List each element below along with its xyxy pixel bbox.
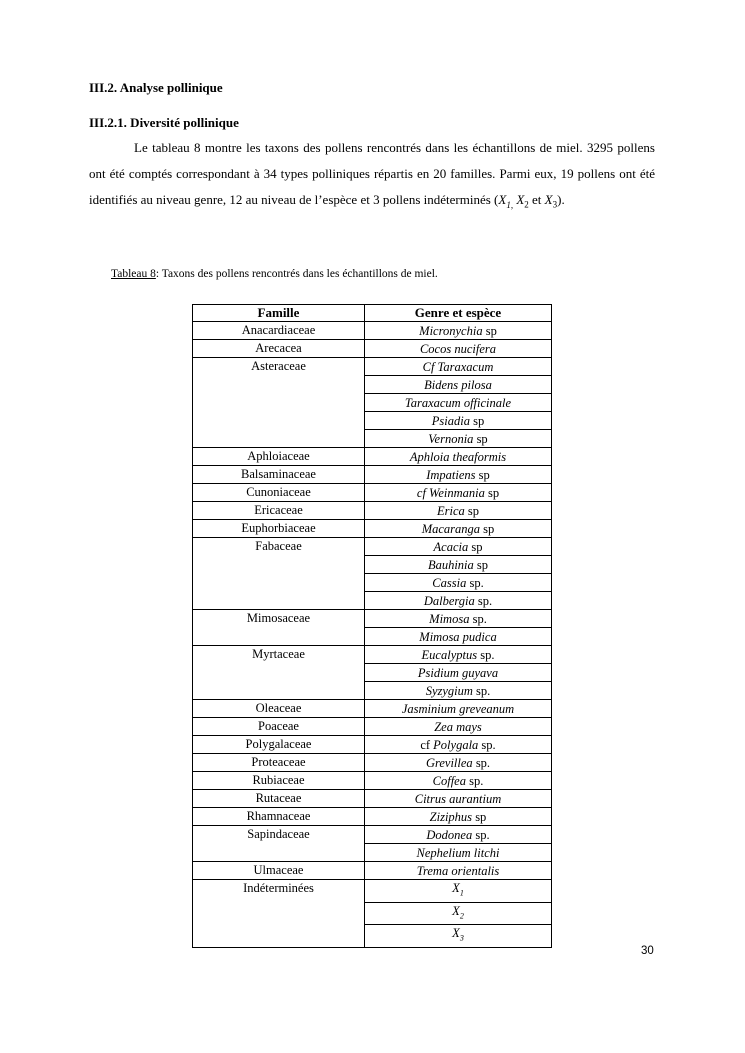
taxon-cell (365, 700, 552, 718)
taxon-suffix: sp (464, 503, 480, 518)
taxon-name: Mimosa (429, 611, 470, 626)
taxon-suffix: sp (468, 539, 483, 554)
taxon-name: Mimosa pudica (419, 629, 497, 644)
taxon-suffix: sp. (472, 683, 491, 698)
x1-sub: 1, (506, 199, 514, 210)
taxon-cell (365, 902, 552, 925)
taxon-prefix: cf (420, 737, 434, 752)
caption-text: : Taxons des pollens rencontrés dans les échantillons de miel. (155, 268, 438, 280)
taxon-cell (365, 862, 552, 880)
taxon-cell (365, 682, 552, 700)
family-cell: Rhamnaceae (193, 808, 365, 826)
header-genre-espece: Genre et espèce (365, 305, 552, 322)
taxon-cell (365, 466, 552, 484)
taxon-name: cf Weinmania (416, 485, 485, 500)
family-cell: Anacardiaceae (193, 322, 365, 340)
table-row (193, 826, 552, 844)
taxon-name: Grevillea (425, 755, 473, 770)
taxon-name: Acacia (433, 539, 469, 554)
taxa-table (192, 304, 552, 948)
taxon-suffix: sp. (477, 647, 495, 662)
family-cell: Myrtaceae (193, 646, 365, 700)
taxon-cell (365, 538, 552, 556)
taxon-name: Erica (436, 503, 465, 518)
family-cell: Euphorbiaceae (193, 520, 365, 538)
table-row (193, 718, 552, 736)
table-row (193, 358, 552, 376)
taxon-name: Citrus aurantium (414, 791, 502, 806)
taxon-suffix: sp. (472, 755, 491, 770)
taxon-suffix: sp (472, 809, 487, 824)
taxon-cell (365, 628, 552, 646)
family-cell: Rubiaceae (193, 772, 365, 790)
taxon-cell (365, 340, 552, 358)
table-row (193, 466, 552, 484)
taxon-name: Cassia (432, 575, 467, 590)
taxon-cell (365, 520, 552, 538)
taxon-suffix: sp (473, 557, 489, 572)
taxon-suffix: sp (469, 413, 485, 428)
taxon-cell (365, 502, 552, 520)
and-text: et (528, 192, 545, 207)
table-row (193, 754, 552, 772)
taxon-name: Dodonea (426, 827, 473, 842)
taxon-suffix: sp. (474, 593, 493, 608)
table-row (193, 520, 552, 538)
family-cell: Sapindaceae (193, 826, 365, 862)
taxon-name: Taraxacum officinale (404, 395, 512, 410)
taxon-suffix: sp (473, 431, 488, 446)
family-cell: Ericaceae (193, 502, 365, 520)
family-cell: Mimosaceae (193, 610, 365, 646)
taxon-name: Coffea (432, 773, 466, 788)
table-header-row (193, 305, 552, 322)
taxon-cell (365, 574, 552, 592)
table-body (193, 322, 552, 948)
taxon-suffix: sp. (472, 827, 490, 842)
table-caption (111, 268, 438, 280)
taxon-cell (365, 592, 552, 610)
caption-label: Tableau 8 (111, 268, 156, 280)
taxon-cell (365, 754, 552, 772)
taxon-subscript: 1 (459, 888, 464, 898)
taxon-cell (365, 322, 552, 340)
x2-label: X (516, 192, 525, 207)
taxon-subscript: 3 (459, 933, 464, 943)
table-row (193, 448, 552, 466)
taxon-suffix: sp. (478, 737, 496, 752)
taxon-name: Vernonia (428, 431, 474, 446)
family-cell: Rutaceae (193, 790, 365, 808)
table-row (193, 862, 552, 880)
taxon-cell (365, 610, 552, 628)
family-cell: Fabaceae (193, 538, 365, 610)
table-row (193, 484, 552, 502)
table-row (193, 880, 552, 903)
taxon-name: Polygala (433, 737, 479, 752)
family-cell: Cunoniaceae (193, 484, 365, 502)
table-row (193, 340, 552, 358)
taxon-name: Nephelium litchi (416, 845, 500, 860)
taxon-name: Psiadia (431, 413, 470, 428)
table-row (193, 808, 552, 826)
taxon-cell (365, 484, 552, 502)
taxon-name: X (452, 903, 460, 918)
table-row (193, 790, 552, 808)
taxon-name: Cf Taraxacum (422, 359, 494, 374)
body-paragraph (89, 135, 655, 218)
subsection-title: III.2.1. Diversité pollinique (89, 115, 239, 130)
taxon-cell (365, 808, 552, 826)
table-row (193, 538, 552, 556)
family-cell: Poaceae (193, 718, 365, 736)
taxon-cell (365, 736, 552, 754)
taxon-name: X (452, 881, 460, 895)
table-row (193, 322, 552, 340)
taxon-cell (365, 772, 552, 790)
taxon-name: Micronychia (419, 323, 483, 338)
family-cell: Oleaceae (193, 700, 365, 718)
taxon-cell (365, 430, 552, 448)
header-famille: Famille (193, 305, 365, 322)
taxon-suffix: sp. (466, 575, 484, 590)
taxon-cell (365, 664, 552, 682)
taxon-name: Trema orientalis (416, 863, 500, 878)
taxon-cell (365, 844, 552, 862)
taxon-cell (365, 646, 552, 664)
taxon-name: Ziziphus (429, 809, 473, 824)
taxon-name: Macaranga (421, 521, 481, 536)
taxon-cell (365, 556, 552, 574)
taxon-cell (365, 925, 552, 948)
family-cell: Asteraceae (193, 358, 365, 448)
x3-sub: 3 (552, 199, 558, 210)
taxon-suffix: sp. (465, 773, 484, 788)
family-cell: Proteaceae (193, 754, 365, 772)
family-cell: Indéterminées (193, 880, 365, 948)
taxon-suffix: sp (480, 521, 495, 536)
taxon-suffix: sp (484, 485, 500, 500)
taxon-name: Jasminium greveanum (401, 701, 515, 716)
taxon-name: X (452, 926, 460, 940)
x2-sub: 2 (524, 199, 529, 210)
family-cell: Polygalaceae (193, 736, 365, 754)
x1-label: X (498, 192, 507, 207)
paragraph-end: ). (557, 192, 565, 207)
family-cell: Balsaminaceae (193, 466, 365, 484)
taxon-subscript: 2 (459, 911, 464, 920)
taxon-name: Psidium guyava (417, 665, 499, 680)
page-number: 30 (641, 945, 654, 957)
taxon-cell (365, 394, 552, 412)
taxon-cell (365, 880, 552, 903)
taxon-name: Cocos nucifera (419, 341, 497, 356)
taxon-cell (365, 826, 552, 844)
table-row (193, 700, 552, 718)
x3-label: X (544, 192, 553, 207)
table-row (193, 502, 552, 520)
table-row (193, 610, 552, 628)
table-row (193, 736, 552, 754)
taxon-cell (365, 448, 552, 466)
taxon-cell (365, 376, 552, 394)
table-row (193, 772, 552, 790)
taxon-name: Bidens pilosa (424, 377, 492, 392)
family-cell: Ulmaceae (193, 862, 365, 880)
taxon-name: Eucalyptus (421, 647, 478, 662)
taxon-suffix: sp (482, 323, 497, 338)
taxon-name: Bauhinia (427, 557, 474, 572)
taxon-suffix: sp. (469, 611, 487, 626)
taxon-cell (365, 358, 552, 376)
table-row (193, 646, 552, 664)
family-cell: Arecacea (193, 340, 365, 358)
paragraph-text: Le tableau 8 montre les taxons des pollens rencontrés dans les échantillons de miel. 3295 pollens ont été comptés correspondant à 34 types polliniques répartis en 20 familles. Parmi eux, 19 pollens ont été identifiés au niveau genre, 12 au niveau de l’espèce et 3 pollens indéterminés ( (89, 140, 655, 207)
taxon-suffix: sp (475, 467, 490, 482)
taxon-name: Zea mays (434, 719, 482, 734)
taxon-name: Impatiens (426, 467, 476, 482)
taxon-cell (365, 790, 552, 808)
taxon-name: Syzygium (425, 683, 473, 698)
taxon-cell (365, 412, 552, 430)
section-title: III.2. Analyse pollinique (89, 80, 223, 95)
family-cell: Aphloiaceae (193, 448, 365, 466)
taxon-name: Aphloia theaformis (409, 449, 507, 464)
taxon-cell (365, 718, 552, 736)
taxon-name: Dalbergia (423, 593, 475, 608)
